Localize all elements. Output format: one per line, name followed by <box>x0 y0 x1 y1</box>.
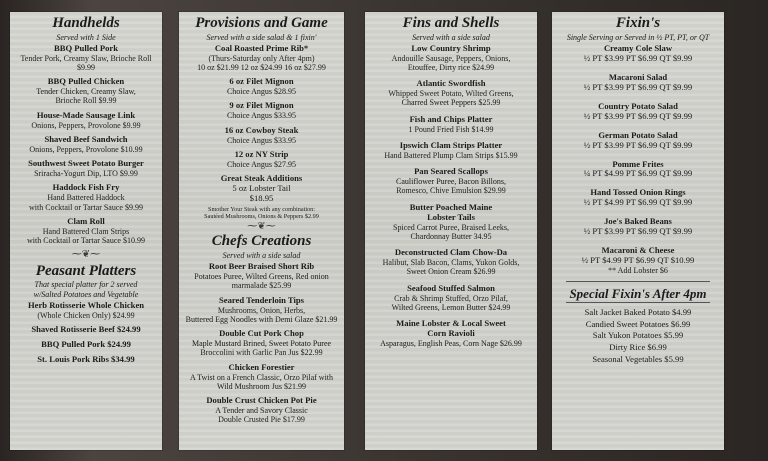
menu-item <box>552 160 724 180</box>
item-desc: Tender Pork, Creamy Slaw, Brioche Roll <box>20 53 152 63</box>
menu-item <box>10 301 162 320</box>
menu-item <box>365 79 537 108</box>
item-name: Country Potato Salad <box>598 100 678 111</box>
menu-item <box>179 396 344 425</box>
item-name: Fish and Chips Platter <box>409 113 493 124</box>
item-price: $9.99 <box>77 62 95 72</box>
item-price: 10 oz $21.99 12 oz $24.99 16 oz $27.99 <box>197 62 326 72</box>
item-prices: ½ PT $3.99 PT $6.99 QT $9.99 <box>583 139 693 150</box>
menu-item <box>552 246 724 275</box>
item-name-2: Corn Ravioli <box>427 328 475 339</box>
item-prices: ½ PT $4.99 PT $6.99 QT $9.99 <box>583 197 693 208</box>
item-name: 9 oz Filet Mignon <box>229 100 294 111</box>
section-subtitle-provisions: Served with a side salad & 1 fixin' <box>206 32 317 42</box>
section-subtitle-handhelds: Served with 1 Side <box>56 32 116 42</box>
item-prices: ½ PT $4.99 PT $6.99 QT $10.99 <box>581 255 695 266</box>
menu-item <box>365 44 537 73</box>
section-subtitle-peasant-2: w/Salted Potatoes and Vegetable <box>33 290 139 300</box>
item-prices: ¼ PT $4.99 PT $6.99 QT $9.99 <box>583 168 693 179</box>
menu-item <box>179 77 344 96</box>
item-desc: (Thurs-Saturday only After 4pm) <box>208 53 315 63</box>
item-desc: Crab & Shrimp Stuffed, Orzo Pilaf, <box>394 293 508 303</box>
menu-item <box>10 159 162 178</box>
menu-item <box>365 319 537 348</box>
item-name: BBQ Pulled Chicken <box>47 76 125 87</box>
item-desc: A Tender and Savory Classic <box>215 406 308 416</box>
item-name: Macaroni Salad <box>608 71 668 82</box>
section-subtitle-fixins: Single Serving or Served in ½ PT, PT, or QT <box>566 32 710 42</box>
item-name-2: Lobster Tails <box>427 211 475 222</box>
item-price: Etouffee, Dirty rice $24.99 <box>407 62 495 72</box>
item-name: Maine Lobster & Local Sweet <box>396 318 506 329</box>
item-name: Coal Roasted Prime Rib* <box>214 42 309 53</box>
section-title-handhelds: Handhelds <box>52 15 120 31</box>
item-desc: Hand Battered Haddock <box>47 193 125 203</box>
special-list <box>552 307 724 365</box>
menu-item <box>179 329 344 358</box>
item-desc: Choice Angus $33.95 <box>226 135 297 145</box>
menu-item <box>179 126 344 145</box>
menu-item <box>179 44 344 73</box>
item-name: German Potato Salad <box>598 129 678 140</box>
item-price: marmalade $25.99 <box>231 281 292 291</box>
section-subtitle-fins: Served with a side salad <box>412 32 490 42</box>
divider <box>566 302 710 303</box>
item-price: with Cocktail or Tartar Sauce $9.99 <box>29 202 143 212</box>
menu-item <box>552 217 724 237</box>
item-desc: (Whole Chicken Only) $24.99 <box>37 311 135 321</box>
steak-note-2: Sautéed Mushrooms, Onions & Peppers $2.99 <box>204 213 319 221</box>
menu-item <box>552 73 724 93</box>
item-addon: ** Add Lobster $6 <box>608 266 668 276</box>
item-price: Charred Sweet Peppers $25.99 <box>401 98 501 108</box>
section-title-provisions: Provisions and Game <box>195 15 328 31</box>
item-price: with Cocktail or Tartar Sauce $10.99 <box>27 236 145 246</box>
item-desc: Maple Mustard Brined, Sweet Potato Puree <box>191 339 332 349</box>
item-name: Pomme Frites <box>612 158 664 169</box>
list-item: Candied Sweet Potatoes $6.99 <box>585 318 691 329</box>
menu-item <box>365 203 537 241</box>
item-desc: Choice Angus $27.95 <box>226 159 297 169</box>
item-name: Macaroni & Cheese <box>601 245 675 256</box>
menu-item <box>179 150 344 169</box>
item-desc: Andouille Sausage, Peppers, Onions, <box>391 53 511 63</box>
item-name: 6 oz Filet Mignon <box>229 76 294 87</box>
item-desc: Onions, Peppers, Provolone $9.99 <box>31 120 141 130</box>
item-name: Joe's Baked Beans <box>604 216 672 227</box>
list-item: Salt Yukon Potatoes $5.99 <box>592 330 684 341</box>
item-desc: Cauliflower Puree, Bacon Billons, <box>396 177 506 187</box>
scroll-ornament-icon: ⁓❦⁓ <box>247 221 276 233</box>
menu-item <box>10 340 162 350</box>
menu-panel-fins-shells <box>365 12 537 450</box>
item-desc: Halibut, Slab Bacon, Clams, Yukon Golds, <box>382 258 520 268</box>
section-title-fixins: Fixin's <box>615 15 661 31</box>
list-item: Seasonal Vegetables $5.99 <box>592 353 684 364</box>
item-name: Shaved Beef Sandwich <box>44 133 128 144</box>
item-desc: Choice Angus $33.95 <box>226 111 297 121</box>
section-title-peasant-platters: Peasant Platters <box>35 263 137 280</box>
menu-item <box>365 248 537 277</box>
menu-item <box>10 217 162 246</box>
item-desc: Onions, Peppers, Provolone $10.99 <box>29 144 143 154</box>
item-price: Wild Mushroom Jus $21.99 <box>216 381 306 391</box>
section-title-chefs-creations: Chefs Creations <box>211 233 312 250</box>
item-desc: Hand Battered Plump Clam Strips $15.99 <box>384 150 518 160</box>
item-name: Ipswich Clam Strips Platter <box>399 139 503 150</box>
menu-item <box>10 135 162 154</box>
section-subtitle-chefs: Served with a side salad <box>222 251 301 261</box>
list-item: Dirty Rice $6.99 <box>609 341 667 352</box>
item-price: Brioche Roll $9.99 <box>55 96 117 106</box>
item-price: Asparagus, English Peas, Corn Nage $26.99 <box>380 339 522 349</box>
list-item: Salt Jacket Baked Potato $4.99 <box>584 307 692 318</box>
menu-item <box>179 363 344 392</box>
item-desc: Hand Battered Clam Strips <box>42 226 130 236</box>
item-name: 16 oz Cowboy Steak <box>224 124 299 135</box>
item-desc: Spiced Carrot Puree, Braised Leeks, <box>393 222 509 232</box>
menu-item <box>10 355 162 365</box>
item-name: Deconstructed Clam Chow-Da <box>394 247 508 258</box>
item-desc: Choice Angus $28.95 <box>226 87 297 97</box>
menu-item <box>552 102 724 122</box>
menu-item <box>179 296 344 325</box>
item-name: Seared Tenderloin Tips <box>218 294 304 305</box>
menu-item <box>552 188 724 208</box>
menu-item <box>365 167 537 196</box>
item-price: Sweet Onion Cream $26.99 <box>406 267 496 277</box>
item-name: Great Steak Additions <box>220 173 303 184</box>
item-desc: Sriracha-Yogurt Dip, LTO $9.99 <box>34 169 138 179</box>
item-prices: ½ PT $3.99 PT $6.99 QT $9.99 <box>583 81 693 92</box>
menu-item <box>10 111 162 130</box>
menu-item <box>365 284 537 313</box>
divider <box>566 281 710 282</box>
scroll-ornament-icon: ⁓❦⁓ <box>71 249 101 261</box>
item-name: Creamy Cole Slaw <box>603 42 673 53</box>
menu-item <box>179 262 344 291</box>
item-name: BBQ Pulled Pork <box>54 42 118 53</box>
item-name: Shaved Rotisserie Beef $24.99 <box>31 324 141 335</box>
item-price: Double Crusted Pie $17.99 <box>218 415 305 425</box>
menu-item <box>10 325 162 335</box>
item-desc: Potatoes Puree, Wilted Greens, Red onion <box>194 272 329 282</box>
menu-item <box>552 131 724 151</box>
item-desc: A Twist on a French Classic, Orzo Pilaf with <box>189 372 334 382</box>
item-name: Clam Roll <box>67 215 105 226</box>
item-desc: 5 oz Lobster Tail <box>232 183 291 194</box>
item-price: Wilted Greens, Lemon Butter $24.99 <box>391 302 511 312</box>
menu-panel-provisions <box>179 12 344 450</box>
item-prices: ½ PT $3.99 PT $6.99 QT $9.99 <box>583 52 693 63</box>
item-prices: ½ PT $3.99 PT $6.99 QT $9.99 <box>583 110 693 121</box>
menu-item <box>365 115 537 134</box>
item-desc: Tender Chicken, Creamy Slaw, <box>36 87 136 97</box>
menu-item <box>179 101 344 120</box>
item-price: Buttered Egg Noodles with Demi Glaze $21.99 <box>185 314 338 324</box>
item-name: Root Beer Braised Short Rib <box>208 261 315 272</box>
item-name: Double Crust Chicken Pot Pie <box>206 395 317 406</box>
item-name: Pan Seared Scallops <box>414 166 488 177</box>
item-name: BBQ Pulled Pork $24.99 <box>41 339 131 350</box>
item-name: Hand Tossed Onion Rings <box>590 187 686 198</box>
menu-item <box>552 44 724 64</box>
item-name: St. Louis Pork Ribs $34.99 <box>37 354 135 365</box>
menu-panel-handhelds <box>10 12 162 450</box>
item-desc: Mushrooms, Onion, Herbs, <box>217 305 306 315</box>
item-name: 12 oz NY Strip <box>234 148 289 159</box>
item-desc: Whipped Sweet Potato, Wilted Greens, <box>388 89 514 99</box>
section-subtitle-peasant-1: That special platter for 2 served <box>34 280 138 290</box>
item-prices: ½ PT $3.99 PT $6.99 QT $9.99 <box>583 226 693 237</box>
item-name: Seafood Stuffed Salmon <box>407 282 495 293</box>
item-price: Broccolini with Garlic Pan Jus $22.99 <box>200 348 323 358</box>
item-price: $18.95 <box>249 193 274 204</box>
section-title-fins-shells: Fins and Shells <box>402 15 500 31</box>
menu-item <box>10 44 162 73</box>
item-name: Butter Poached Maine <box>409 201 493 212</box>
item-desc: 1 Pound Fried Fish $14.99 <box>408 124 494 134</box>
menu-panel-fixins <box>552 12 724 450</box>
item-name: Atlantic Swordfish <box>416 78 486 89</box>
item-name: House-Made Sausage Link <box>36 109 136 120</box>
item-name: Chicken Forestier <box>228 361 295 372</box>
menu-item <box>179 174 344 204</box>
item-price: Romesco, Chive Emulsion $29.99 <box>396 186 506 196</box>
item-name: Low Country Shrimp <box>411 42 491 53</box>
item-name: Double Cut Pork Chop <box>219 328 304 339</box>
section-title-special-fixins: Special Fixin's After 4pm <box>569 285 707 301</box>
menu-item <box>10 183 162 212</box>
item-price: Chardonnay Butter 34.95 <box>410 231 492 241</box>
item-name: Herb Rotisserie Whole Chicken <box>27 300 145 311</box>
menu-item <box>365 141 537 160</box>
item-name: Southwest Sweet Potato Burger <box>28 158 144 169</box>
item-name: Haddock Fish Fry <box>52 182 120 193</box>
menu-item <box>10 77 162 106</box>
steak-note-1: Smother Your Steak with any combination: <box>208 206 315 214</box>
